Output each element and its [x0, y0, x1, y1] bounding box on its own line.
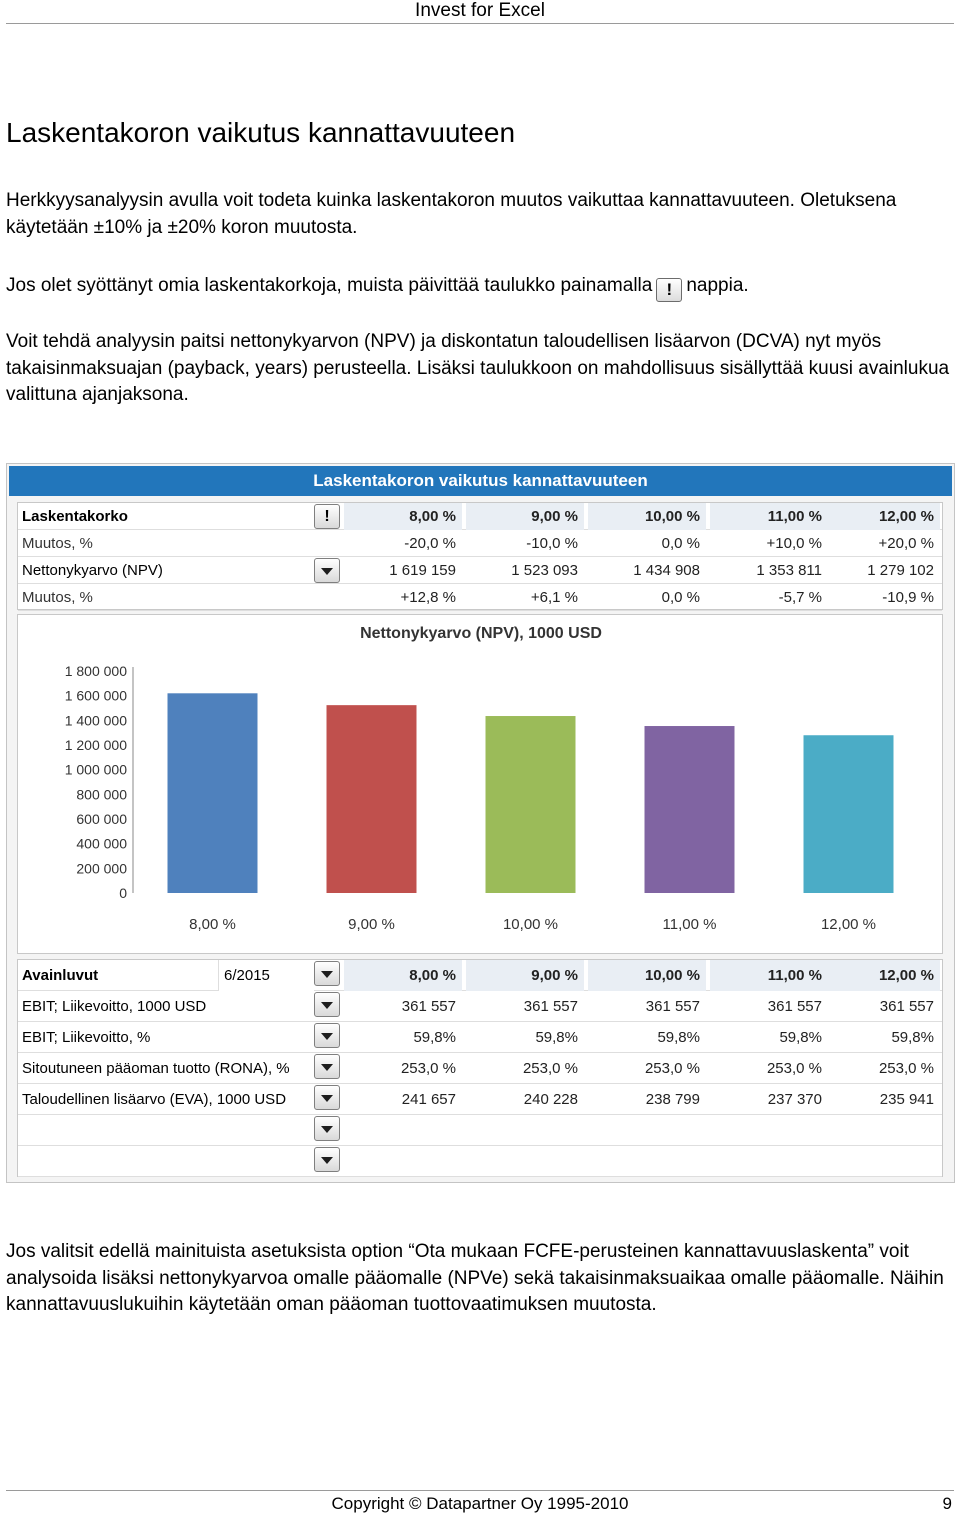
value-cell: +20,0 % — [878, 535, 934, 552]
dropdown-button[interactable] — [314, 1116, 340, 1141]
value-cell: -20,0 % — [404, 535, 456, 552]
value-cell: 11,00 % — [710, 960, 828, 991]
row-label: Avainluvut — [22, 967, 99, 984]
row-label: Nettonykyarvo (NPV) — [22, 562, 163, 579]
y-tick-label: 1 200 000 — [64, 737, 127, 753]
dropdown-button[interactable] — [314, 992, 340, 1017]
chevron-down-icon — [321, 568, 333, 575]
y-tick-label: 1 600 000 — [64, 687, 127, 704]
table-row — [18, 1084, 942, 1115]
value-cell: 12,00 % — [822, 503, 940, 530]
chart-title: Nettonykyarvo (NPV), 1000 USD — [360, 625, 602, 642]
analysis-paragraph: Voit tehdä analyysin paitsi nettonykyarvon (NPV) ja diskontatun taloudellisen lisäarvon (DCVA) nyt myös takaisinmaksuajan (payback, years) perusteella. Lisäksi taulukkoon on mahdollisuus sisällyttää kuusi avainlukua valittuna ajanjaksona. — [6, 331, 950, 405]
chart-plot — [18, 615, 944, 955]
value-cell — [710, 1146, 828, 1177]
refresh-paragraph-end: nappia. — [686, 275, 749, 296]
x-tick-label: 10,00 % — [502, 916, 559, 933]
table-row — [18, 960, 942, 991]
dropdown-button[interactable] — [314, 961, 340, 986]
dropdown-button[interactable] — [314, 1054, 340, 1079]
table-row — [18, 557, 942, 584]
value-cell: 59,8% — [535, 1029, 578, 1046]
row-label: Sitoutuneen pääoman tuotto (RONA), % — [22, 1060, 290, 1077]
row-label: Muutos, % — [22, 589, 93, 606]
value-cell: 237 370 — [767, 1091, 822, 1108]
value-cell — [344, 1115, 462, 1146]
value-cell — [344, 1146, 462, 1177]
value-cell: 361 557 — [767, 998, 822, 1015]
value-cell: -5,7 % — [778, 589, 822, 606]
value-cell: 8,00 % — [344, 503, 462, 530]
chevron-down-icon — [321, 971, 333, 978]
value-cell: 361 557 — [401, 998, 456, 1015]
chevron-down-icon — [321, 1064, 333, 1071]
value-cell — [822, 1115, 940, 1146]
period-field[interactable]: 6/2015 — [218, 960, 314, 991]
value-cell: +6,1 % — [530, 589, 578, 606]
key-figures-table — [17, 959, 943, 1177]
value-cell: 1 434 908 — [633, 562, 700, 579]
refresh-paragraph — [6, 273, 952, 302]
value-cell: 361 557 — [523, 998, 578, 1015]
value-cell: 361 557 — [645, 998, 700, 1015]
value-cell: 1 619 159 — [389, 562, 456, 579]
y-tick-label: 800 000 — [76, 786, 127, 803]
page-header — [0, 0, 960, 24]
value-cell — [588, 1115, 706, 1146]
value-cell: +12,8 % — [400, 589, 456, 606]
chevron-down-icon — [321, 1002, 333, 1009]
value-cell — [588, 1146, 706, 1177]
value-cell: 59,8% — [413, 1029, 456, 1046]
bar — [486, 716, 576, 893]
row-label: Laskentakorko — [22, 508, 128, 525]
value-cell: 9,00 % — [466, 503, 584, 530]
refresh-exclamation-button[interactable]: ! — [314, 504, 340, 529]
exclamation-icon: ! — [656, 278, 682, 302]
refresh-paragraph-text: Jos olet syöttänyt omia laskentakorkoja, muista päivittää taulukko painamalla — [6, 275, 653, 296]
footer-divider — [6, 1490, 954, 1491]
chevron-down-icon — [321, 1157, 333, 1164]
x-tick-label: 11,00 % — [662, 916, 717, 933]
value-cell — [822, 1146, 940, 1177]
dropdown-button[interactable] — [314, 1147, 340, 1172]
value-cell: 1 353 811 — [756, 562, 822, 579]
footer-copyright: Copyright © Datapartner Oy 1995-2010 — [331, 1494, 629, 1513]
y-tick-label: 600 000 — [76, 811, 127, 827]
x-tick-label: 8,00 % — [189, 916, 236, 933]
y-tick-label: 1 000 000 — [64, 761, 127, 778]
value-cell: 238 799 — [645, 1091, 700, 1108]
bar — [645, 726, 735, 893]
table-row — [18, 1146, 942, 1177]
value-cell: -10,9 % — [882, 589, 934, 606]
value-cell: 0,0 % — [661, 535, 700, 552]
table-row — [18, 584, 942, 611]
page-number: 9 — [942, 1494, 952, 1513]
dropdown-button[interactable] — [314, 1023, 340, 1048]
table-row — [18, 991, 942, 1022]
value-cell: 11,00 % — [710, 503, 828, 530]
y-tick-label: 0 — [119, 885, 127, 901]
row-label: Muutos, % — [22, 535, 93, 552]
value-cell: 59,8% — [891, 1029, 934, 1046]
value-cell: 12,00 % — [822, 960, 940, 991]
y-tick-label: 200 000 — [76, 860, 127, 877]
npv-chart — [17, 614, 943, 954]
row-label: EBIT; Liikevoitto, 1000 USD — [22, 998, 207, 1015]
row-label: Taloudellinen lisäarvo (EVA), 1000 USD — [22, 1091, 287, 1108]
dropdown-button[interactable] — [314, 1085, 340, 1110]
value-cell: 10,00 % — [588, 960, 706, 991]
value-cell: 253,0 % — [522, 1060, 578, 1077]
x-tick-label: 12,00 % — [820, 916, 877, 933]
y-tick-label: 400 000 — [76, 835, 127, 852]
value-cell: 10,00 % — [588, 503, 706, 530]
table-row — [18, 1022, 942, 1053]
value-cell: 1 523 093 — [511, 562, 578, 579]
bar — [804, 735, 894, 893]
value-cell: 59,8% — [779, 1029, 822, 1046]
table-row — [18, 530, 942, 557]
table-row — [18, 1115, 942, 1146]
value-cell: 1 279 102 — [867, 562, 934, 579]
value-cell: 9,00 % — [466, 960, 584, 991]
header-divider — [6, 23, 954, 24]
intro-paragraph: Herkkyysanalyysin avulla voit todeta kuinka laskentakoron muutos vaikuttaa kannattavuuteen. Oletuksena käytetään ±10% ja ±20% koron muutosta. — [6, 190, 897, 238]
value-cell: 253,0 % — [878, 1060, 934, 1077]
value-cell: -10,0 % — [526, 535, 578, 552]
y-tick-label: 1 800 000 — [64, 663, 127, 679]
chevron-down-icon — [321, 1126, 333, 1133]
value-cell: 8,00 % — [344, 960, 462, 991]
sensitivity-panel — [6, 463, 955, 1183]
value-cell — [710, 1115, 828, 1146]
value-cell: +10,0 % — [766, 535, 822, 552]
bar — [168, 693, 258, 893]
header-title: Invest for Excel — [415, 0, 545, 21]
value-cell — [466, 1115, 584, 1146]
panel-title: Laskentakoron vaikutus kannattavuuteen — [9, 466, 952, 496]
value-cell: 235 941 — [879, 1091, 934, 1108]
value-cell: 0,0 % — [661, 589, 700, 606]
value-cell: 59,8% — [657, 1029, 700, 1046]
fcfe-paragraph: Jos valitsit edellä mainituista asetuksista option “Ota mukaan FCFE-perusteinen kannattavuuslaskenta” voit analysoida lisäksi nettonykyarvoa omalle pääomalle (NPVe) sekä takaisinmaksuaikaa omalle pääomalle. Näihin kannattavuuslukuihin käytetään oman pääoman tuottovaatimuksen muutosta. — [6, 1241, 944, 1315]
value-cell: 253,0 % — [766, 1060, 822, 1077]
table-row — [18, 503, 942, 530]
page-title: Laskentakoron vaikutus kannattavuuteen — [6, 117, 516, 148]
value-cell: 253,0 % — [400, 1060, 456, 1077]
row-label: EBIT; Liikevoitto, % — [22, 1029, 151, 1046]
dropdown-button[interactable] — [314, 558, 340, 583]
value-cell: 361 557 — [879, 998, 934, 1015]
rate-table — [17, 502, 943, 610]
y-tick-label: 1 400 000 — [64, 712, 127, 729]
value-cell: 253,0 % — [644, 1060, 700, 1077]
value-cell — [466, 1146, 584, 1177]
value-cell: 240 228 — [523, 1091, 578, 1108]
x-tick-label: 9,00 % — [348, 916, 395, 933]
table-row — [18, 1053, 942, 1084]
chevron-down-icon — [321, 1095, 333, 1102]
value-cell: 241 657 — [401, 1091, 456, 1108]
chevron-down-icon — [321, 1033, 333, 1040]
bar — [327, 705, 417, 893]
